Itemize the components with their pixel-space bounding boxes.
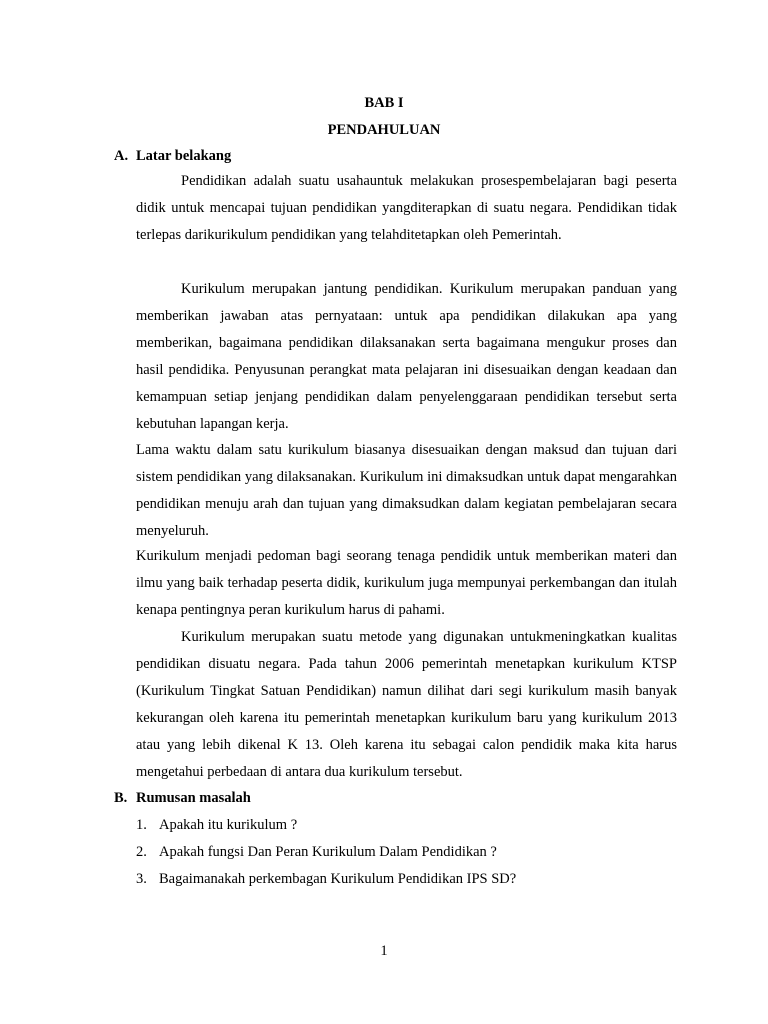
paragraph-1: Pendidikan adalah suatu usahauntuk melakukan prosespembelajaran bagi peserta didik untuk mencapai tujuan pendidikan yangditerapkan di suatu negara. Pendidikan tidak terlepas darikurikulum pendidikan yang telahditetapkan oleh Pemerintah. [136,173,677,243]
page-number: 1 [380,943,388,959]
list-item [136,816,297,834]
list-item-text: Bagaimanakah perkembagan Kurikulum Pendidikan IPS SD? [159,871,517,887]
list-item-text: Apakah itu kurikulum ? [159,817,298,833]
section-number: B. [114,790,128,806]
section-number: A. [114,148,129,164]
section-title: Rumusan masalah [136,790,251,806]
paragraph-5: Kurikulum merupakan suatu metode yang digunakan untukmeningkatkan kualitas pendidikan disuatu negara. Pada tahun 2006 pemerintah menetapkan kurikulum KTSP (Kurikulum Tingkat Satuan Pendidikan) namun dilihat dari segi kurikulum masih banyak kekurangan oleh karena itu pemerintah menetapkan kurikulum baru yang kurikulum 2013 atau yang lebih dikenal K 13. Oleh karena itu sebagai calon pendidik maka kita harus mengetahui perbedaan di antara dua kurikulum tersebut. [136,629,677,780]
section-title: Latar belakang [136,148,232,164]
list-item-text: Apakah fungsi Dan Peran Kurikulum Dalam Pendidikan ? [159,844,497,860]
list-item [136,870,516,888]
section-heading-b [114,789,251,807]
list-item-number: 3. [136,871,147,887]
paragraph-2: Kurikulum merupakan jantung pendidikan. Kurikulum merupakan panduan yang memberikan jawaban atas pernyataan: untuk apa pendidikan dilakukan apa yang memberikan, bagaimana pendidikan dilaksanakan serta bagaimana mengukur proses dan hasil pendidika. Penyusunan perangkat mata pelajaran ini disesuaikan dengan keadaan dan kemampuan setiap jenjang pendidikan dalam penyelenggaraan pendidikan tersebut serta kebutuhan lapangan kerja. [136,281,677,432]
list-item-number: 2. [136,844,147,860]
list-item-number: 1. [136,817,147,833]
chapter-title: PENDAHULUAN [327,122,441,138]
paragraph-4: Kurikulum menjadi pedoman bagi seorang tenaga pendidik untuk memberikan materi dan ilmu yang baik terhadap peserta didik, kurikulum juga mempunyai perkembangan dan itulah kenapa pentingnya peran kurikulum harus di pahami. [136,548,677,618]
list-item [136,843,497,861]
chapter-label: BAB I [364,95,404,111]
paragraph-3: Lama waktu dalam satu kurikulum biasanya disesuaikan dengan maksud dan tujuan dari sistem pendidikan yang dilaksanakan. Kurikulum ini dimaksudkan untuk dapat mengarahkan pendidikan menuju arah dan tujuan yang dimaksudkan dalam kegiatan pembelajaran secara menyeluruh. [136,442,677,539]
section-heading-a [114,147,231,165]
